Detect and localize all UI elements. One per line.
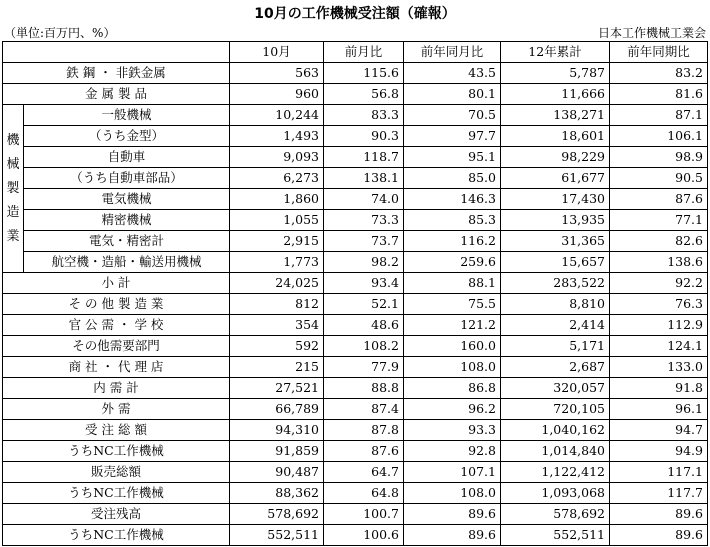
group-label-char: 械 bbox=[6, 156, 20, 172]
data-cell: 48.6 bbox=[324, 315, 404, 336]
data-cell: 146.3 bbox=[404, 189, 501, 210]
data-cell: 27,521 bbox=[230, 378, 324, 399]
data-cell: 87.6 bbox=[610, 189, 708, 210]
data-cell: 97.7 bbox=[404, 126, 501, 147]
data-cell: 56.8 bbox=[324, 84, 404, 105]
data-cell: 64.8 bbox=[324, 483, 404, 504]
table-row bbox=[3, 357, 708, 378]
data-cell: 94.9 bbox=[610, 441, 708, 462]
data-cell: 96.2 bbox=[404, 399, 501, 420]
data-cell: 94,310 bbox=[230, 420, 324, 441]
data-cell: 108.2 bbox=[324, 336, 404, 357]
data-cell: 259.6 bbox=[404, 252, 501, 273]
col-header: 前年同月比 bbox=[404, 42, 501, 63]
data-cell: 17,430 bbox=[501, 189, 610, 210]
data-cell: 552,511 bbox=[501, 525, 610, 546]
data-cell: 61,677 bbox=[501, 168, 610, 189]
data-cell: 108.0 bbox=[404, 357, 501, 378]
header-row bbox=[3, 42, 708, 63]
data-cell: 11,666 bbox=[501, 84, 610, 105]
data-cell: 73.7 bbox=[324, 231, 404, 252]
table-row bbox=[3, 294, 708, 315]
data-cell: 88,362 bbox=[230, 483, 324, 504]
data-cell: 960 bbox=[230, 84, 324, 105]
table-row bbox=[3, 84, 708, 105]
data-cell: 812 bbox=[230, 294, 324, 315]
row-label: そ の 他 製 造 業 bbox=[3, 294, 230, 315]
data-cell: 563 bbox=[230, 63, 324, 84]
data-cell: 8,810 bbox=[501, 294, 610, 315]
data-cell: 88.1 bbox=[404, 273, 501, 294]
table-row bbox=[3, 252, 708, 273]
row-label: 精密機械 bbox=[24, 210, 230, 231]
data-cell: 9,093 bbox=[230, 147, 324, 168]
data-cell: 89.6 bbox=[610, 504, 708, 525]
data-cell: 94.7 bbox=[610, 420, 708, 441]
data-cell: 91,859 bbox=[230, 441, 324, 462]
col-header: 10月 bbox=[230, 42, 324, 63]
data-cell: 160.0 bbox=[404, 336, 501, 357]
data-cell: 93.3 bbox=[404, 420, 501, 441]
data-cell: 354 bbox=[230, 315, 324, 336]
data-cell: 92.8 bbox=[404, 441, 501, 462]
data-cell: 720,105 bbox=[501, 399, 610, 420]
data-cell: 6,273 bbox=[230, 168, 324, 189]
data-cell: 578,692 bbox=[230, 504, 324, 525]
data-cell: 1,055 bbox=[230, 210, 324, 231]
data-cell: 81.6 bbox=[610, 84, 708, 105]
data-cell: 10,244 bbox=[230, 105, 324, 126]
header-blank bbox=[3, 42, 230, 63]
data-cell: 121.2 bbox=[404, 315, 501, 336]
data-cell: 108.0 bbox=[404, 483, 501, 504]
data-cell: 116.2 bbox=[404, 231, 501, 252]
data-cell: 106.1 bbox=[610, 126, 708, 147]
table-row bbox=[3, 147, 708, 168]
row-label: （うち自動車部品） bbox=[24, 168, 230, 189]
data-cell: 2,915 bbox=[230, 231, 324, 252]
data-cell: 13,935 bbox=[501, 210, 610, 231]
table-row bbox=[3, 504, 708, 525]
data-cell: 77.9 bbox=[324, 357, 404, 378]
data-cell: 89.6 bbox=[404, 525, 501, 546]
row-label: 一般機械 bbox=[24, 105, 230, 126]
data-cell: 138,271 bbox=[501, 105, 610, 126]
data-cell: 15,657 bbox=[501, 252, 610, 273]
table-row bbox=[3, 210, 708, 231]
data-cell: 87.8 bbox=[324, 420, 404, 441]
col-header: 12年累計 bbox=[501, 42, 610, 63]
data-cell: 87.1 bbox=[610, 105, 708, 126]
data-cell: 98.2 bbox=[324, 252, 404, 273]
data-cell: 215 bbox=[230, 357, 324, 378]
row-label: 小 計 bbox=[3, 273, 230, 294]
page-title: 10月の工作機械受注額（確報） bbox=[254, 6, 456, 22]
unit-note: （単位:百万円、%） bbox=[4, 26, 116, 40]
row-label: うちNC工作機械 bbox=[3, 483, 230, 504]
row-label: うちNC工作機械 bbox=[3, 525, 230, 546]
row-label: 自動車 bbox=[24, 147, 230, 168]
data-cell: 74.0 bbox=[324, 189, 404, 210]
data-cell: 117.7 bbox=[610, 483, 708, 504]
row-label: その他需要部門 bbox=[3, 336, 230, 357]
data-cell: 89.6 bbox=[404, 504, 501, 525]
table-row bbox=[3, 525, 708, 546]
data-cell: 87.4 bbox=[324, 399, 404, 420]
data-cell: 75.5 bbox=[404, 294, 501, 315]
table-row bbox=[3, 63, 708, 84]
data-cell: 320,057 bbox=[501, 378, 610, 399]
data-cell: 98,229 bbox=[501, 147, 610, 168]
table-row bbox=[3, 189, 708, 210]
source-note: 日本工作機械工業会 bbox=[597, 26, 706, 40]
data-cell: 1,122,412 bbox=[501, 462, 610, 483]
data-cell: 578,692 bbox=[501, 504, 610, 525]
row-label: 販売総額 bbox=[3, 462, 230, 483]
row-label: 内 需 計 bbox=[3, 378, 230, 399]
data-cell: 83.2 bbox=[610, 63, 708, 84]
data-cell: 86.8 bbox=[404, 378, 501, 399]
table-row bbox=[3, 378, 708, 399]
data-cell: 1,040,162 bbox=[501, 420, 610, 441]
data-cell: 1,860 bbox=[230, 189, 324, 210]
row-label: 航空機・造船・輸送用機械 bbox=[24, 252, 230, 273]
row-label: 鉄 鋼 ・ 非鉄金属 bbox=[3, 63, 230, 84]
table-row bbox=[3, 315, 708, 336]
data-cell: 2,687 bbox=[501, 357, 610, 378]
data-cell: 82.6 bbox=[610, 231, 708, 252]
row-label: うちNC工作機械 bbox=[3, 441, 230, 462]
data-cell: 592 bbox=[230, 336, 324, 357]
data-cell: 283,522 bbox=[501, 273, 610, 294]
data-cell: 138.6 bbox=[610, 252, 708, 273]
data-cell: 1,773 bbox=[230, 252, 324, 273]
row-label: 商 社 ・ 代 理 店 bbox=[3, 357, 230, 378]
data-cell: 5,787 bbox=[501, 63, 610, 84]
col-header: 前月比 bbox=[324, 42, 404, 63]
table-row bbox=[3, 126, 708, 147]
data-cell: 64.7 bbox=[324, 462, 404, 483]
data-cell: 18,601 bbox=[501, 126, 610, 147]
data-cell: 117.1 bbox=[610, 462, 708, 483]
table-row bbox=[3, 231, 708, 252]
data-cell: 1,093,068 bbox=[501, 483, 610, 504]
row-label: 電気機械 bbox=[24, 189, 230, 210]
data-cell: 1,493 bbox=[230, 126, 324, 147]
data-cell: 90.5 bbox=[610, 168, 708, 189]
data-cell: 89.6 bbox=[610, 525, 708, 546]
data-cell: 1,014,840 bbox=[501, 441, 610, 462]
col-header: 前年同期比 bbox=[610, 42, 708, 63]
data-cell: 98.9 bbox=[610, 147, 708, 168]
row-label: 受注残高 bbox=[3, 504, 230, 525]
data-cell: 95.1 bbox=[404, 147, 501, 168]
table-row bbox=[3, 336, 708, 357]
data-cell: 76.3 bbox=[610, 294, 708, 315]
data-cell: 77.1 bbox=[610, 210, 708, 231]
table-row bbox=[3, 168, 708, 189]
group-label-char: 製 bbox=[6, 180, 20, 196]
data-cell: 100.6 bbox=[324, 525, 404, 546]
group-label-char: 造 bbox=[6, 204, 20, 220]
group-label-char: 機 bbox=[6, 132, 20, 148]
table-row bbox=[3, 420, 708, 441]
table-body bbox=[3, 63, 708, 546]
data-cell: 100.7 bbox=[324, 504, 404, 525]
data-cell: 90,487 bbox=[230, 462, 324, 483]
row-label: 受 注 総 額 bbox=[3, 420, 230, 441]
data-cell: 107.1 bbox=[404, 462, 501, 483]
row-label: 官 公 需 ・ 学 校 bbox=[3, 315, 230, 336]
data-cell: 138.1 bbox=[324, 168, 404, 189]
data-cell: 112.9 bbox=[610, 315, 708, 336]
data-cell: 80.1 bbox=[404, 84, 501, 105]
data-cell: 88.8 bbox=[324, 378, 404, 399]
data-cell: 552,511 bbox=[230, 525, 324, 546]
data-cell: 70.5 bbox=[404, 105, 501, 126]
data-cell: 91.8 bbox=[610, 378, 708, 399]
table-row bbox=[3, 462, 708, 483]
table-row bbox=[3, 273, 708, 294]
data-cell: 85.3 bbox=[404, 210, 501, 231]
data-cell: 93.4 bbox=[324, 273, 404, 294]
group-label-char: 業 bbox=[6, 228, 20, 244]
data-cell: 31,365 bbox=[501, 231, 610, 252]
row-label: （うち金型） bbox=[24, 126, 230, 147]
data-cell: 52.1 bbox=[324, 294, 404, 315]
data-cell: 73.3 bbox=[324, 210, 404, 231]
table-row bbox=[3, 105, 708, 126]
table-row bbox=[3, 483, 708, 504]
table-row bbox=[3, 441, 708, 462]
data-cell: 66,789 bbox=[230, 399, 324, 420]
data-cell: 92.2 bbox=[610, 273, 708, 294]
group-label bbox=[3, 105, 24, 273]
data-cell: 133.0 bbox=[610, 357, 708, 378]
data-cell: 85.0 bbox=[404, 168, 501, 189]
data-cell: 24,025 bbox=[230, 273, 324, 294]
data-cell: 118.7 bbox=[324, 147, 404, 168]
table-row bbox=[3, 399, 708, 420]
data-cell: 96.1 bbox=[610, 399, 708, 420]
data-cell: 83.3 bbox=[324, 105, 404, 126]
data-cell: 115.6 bbox=[324, 63, 404, 84]
data-cell: 5,171 bbox=[501, 336, 610, 357]
data-cell: 87.6 bbox=[324, 441, 404, 462]
data-cell: 124.1 bbox=[610, 336, 708, 357]
data-cell: 2,414 bbox=[501, 315, 610, 336]
orders-table bbox=[2, 41, 708, 546]
row-label: 電気・精密計 bbox=[24, 231, 230, 252]
row-label: 金 属 製 品 bbox=[3, 84, 230, 105]
data-cell: 90.3 bbox=[324, 126, 404, 147]
data-cell: 43.5 bbox=[404, 63, 501, 84]
row-label: 外 需 bbox=[3, 399, 230, 420]
